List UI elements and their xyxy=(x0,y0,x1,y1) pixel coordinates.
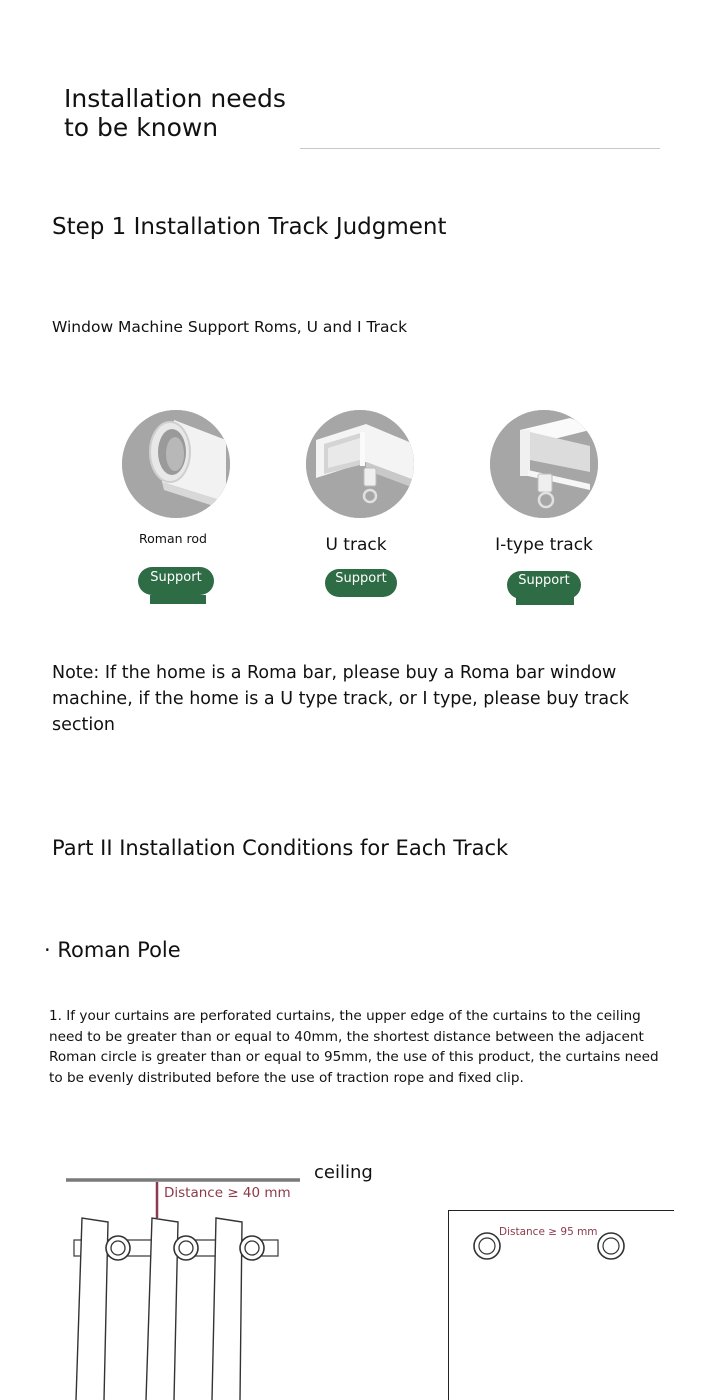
support-badge-label: Support xyxy=(518,573,570,588)
roman-pole-heading: · Roman Pole xyxy=(44,938,181,962)
page-title-line1: Installation needs xyxy=(64,84,286,113)
curtain-panel xyxy=(76,1218,108,1400)
track-label-i-track: I-type track xyxy=(495,535,593,555)
support-badge-roman-rod xyxy=(138,567,214,595)
support-badge-i-track xyxy=(507,571,581,599)
page-title xyxy=(64,84,286,142)
badge-underline xyxy=(516,597,574,605)
step1-subheading: Window Machine Support Roms, U and I Track xyxy=(52,318,408,336)
distance-95-label: Distance ≥ 95 mm xyxy=(499,1226,598,1238)
track-label-u-track: U track xyxy=(325,535,387,555)
distance-40-label: Distance ≥ 40 mm xyxy=(164,1185,291,1201)
ring-spacing-svg xyxy=(449,1211,675,1400)
ring-right-icon xyxy=(598,1233,624,1259)
i-track-icon xyxy=(490,410,598,518)
roman-ring-inner xyxy=(245,1241,259,1255)
support-badge-u-track xyxy=(325,569,397,597)
roman-rod-icon xyxy=(122,410,230,518)
roman-pole-paragraph: 1. If your curtains are perforated curtains, the upper edge of the curtains to the ceiling need to be greater than or equal to 40mm, the shortest distance between the adjacent Roman circle is greater than or equal to 95mm, the use of this product, the curtains need to be evenly distributed before the use of traction rope and fixed clip. xyxy=(49,1008,659,1086)
ceiling-label: ceiling xyxy=(314,1162,373,1183)
support-badge-label: Support xyxy=(335,571,387,586)
curtain-panel xyxy=(146,1218,178,1400)
curtain-diagram xyxy=(60,1170,320,1400)
page-title-line2: to be known xyxy=(64,113,219,142)
part2-heading: Part II Installation Conditions for Each Track xyxy=(52,836,509,860)
badge-underline xyxy=(150,595,206,604)
title-divider xyxy=(300,148,660,149)
track-label-roman-rod: Roman rod xyxy=(139,531,207,546)
ring-left-icon xyxy=(474,1233,500,1259)
ring-spacing-diagram xyxy=(448,1210,674,1400)
step1-heading: Step 1 Installation Track Judgment xyxy=(52,214,447,240)
roman-ring-inner xyxy=(111,1241,125,1255)
support-badge-label: Support xyxy=(150,570,202,585)
note-text: Note: If the home is a Roma bar, please buy a Roma bar window machine, if the home is a U type track, or I type, please buy track section xyxy=(52,663,629,735)
roman-ring-inner xyxy=(179,1241,193,1255)
curtain-panel xyxy=(212,1218,242,1400)
u-track-icon xyxy=(306,410,414,518)
